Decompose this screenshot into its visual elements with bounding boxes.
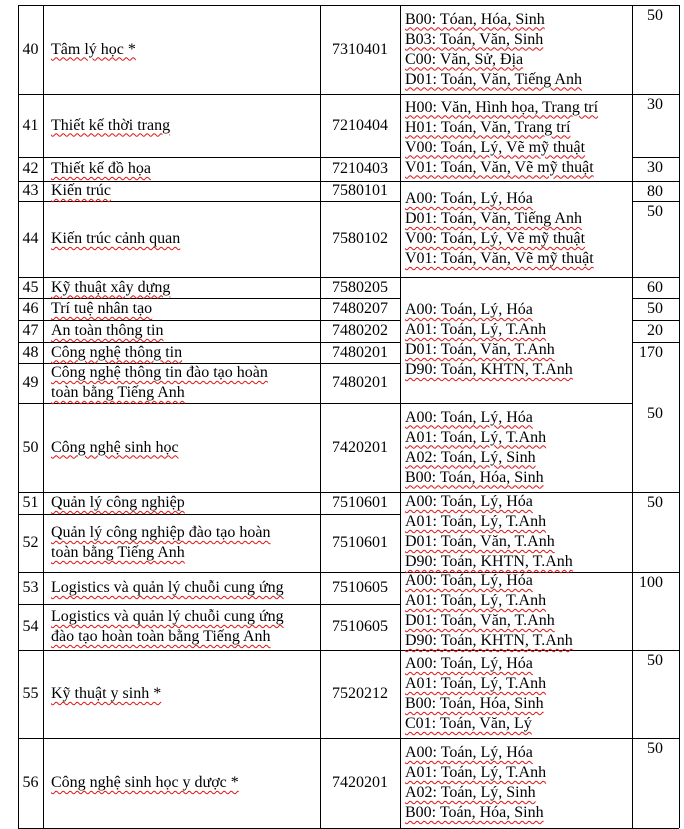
subject-combination	[405, 468, 544, 488]
subject-combination	[405, 98, 598, 118]
program-name	[51, 321, 163, 341]
subject-combination	[405, 743, 533, 763]
quota: 50	[647, 740, 663, 757]
program-name	[51, 543, 185, 563]
row-number: 44	[22, 230, 39, 247]
row-number: 45	[22, 278, 39, 296]
subject-combination-text: D01: Toán, Văn, T.Anh	[405, 341, 555, 358]
row-number: 56	[22, 774, 39, 791]
program-name	[51, 299, 152, 319]
program-code: 7580101	[332, 182, 388, 199]
subject-combination	[405, 320, 546, 340]
program-name-text: Quản lý công nghiệp	[51, 494, 185, 511]
h-rule	[18, 403, 400, 404]
program-code: 7510605	[332, 579, 388, 596]
h-rule	[400, 94, 632, 95]
subject-combination	[405, 360, 573, 380]
subject-combination	[405, 408, 533, 428]
program-name-text: Trí tuệ nhân tạo	[51, 300, 153, 317]
quota: 60	[647, 279, 663, 296]
subject-combination-text: A00: Toán, Lý, Hóa	[405, 655, 533, 672]
h-rule	[400, 738, 632, 739]
row-number: 41	[22, 116, 39, 134]
subject-combination	[405, 512, 546, 532]
program-name-text: Công nghệ sinh học	[51, 438, 179, 456]
program-name	[51, 627, 271, 647]
subject-combination	[405, 70, 582, 90]
subject-combination-text: V01: Toán, Văn, Vẽ mỹ thuật	[405, 158, 594, 176]
subject-combination	[405, 654, 533, 674]
h-rule	[18, 604, 400, 605]
program-name	[51, 383, 185, 403]
subject-combination	[405, 189, 533, 209]
subject-combination-text: A00: Toán, Lý, Hóa	[405, 493, 533, 510]
program-name	[51, 684, 161, 704]
subject-combination-text: C00: Văn, Sử, Địa	[405, 50, 524, 68]
subject-combination-text: A01: Toán, Lý, T.Anh	[405, 513, 547, 530]
row-number: 55	[22, 685, 39, 702]
quota: 50	[647, 494, 663, 511]
program-name-text: Logistics và quản lý chuỗi cung ứng	[51, 608, 284, 625]
subject-combination	[405, 783, 536, 803]
program-name-text: toàn bằng Tiếng Anh	[51, 384, 185, 401]
h-rule	[18, 738, 400, 739]
subject-combination-text: A00: Toán, Lý, Hóa	[405, 408, 533, 426]
quota: 50	[647, 405, 663, 422]
program-name-text: Thiết kế đồ họa	[51, 160, 151, 177]
subject-combination	[405, 532, 555, 552]
program-name-text: Thiết kế thời trang	[51, 116, 171, 134]
subject-combination-text: H01: Toán, Văn, Trang trí	[405, 118, 571, 136]
row-number: 47	[22, 322, 39, 339]
subject-combination-text: A00: Toán, Lý, Hóa	[405, 190, 533, 207]
program-name-text: Công nghệ sinh học y dược *	[51, 774, 239, 791]
row-number: 49	[22, 374, 39, 391]
program-name	[51, 181, 111, 201]
h-rule	[400, 5, 632, 6]
program-name	[51, 278, 170, 298]
subject-combination-text: D01: Toán, Văn, Tiếng Anh	[405, 210, 582, 227]
h-rule	[18, 514, 400, 515]
subject-combination	[405, 229, 585, 249]
program-name-text: Kỹ thuật y sinh *	[51, 685, 162, 702]
subject-combination-text: A02: Toán, Lý, Sinh	[405, 448, 536, 466]
subject-combination	[405, 10, 545, 30]
subject-combination	[405, 118, 570, 138]
program-code: 7580102	[332, 230, 388, 247]
quota: 20	[647, 322, 663, 339]
v-rule	[632, 5, 633, 828]
row-number: 54	[22, 618, 39, 635]
v-rule	[320, 5, 321, 828]
program-name-text: Công nghệ thông tin đào tạo hoàn	[51, 364, 268, 381]
subject-combination	[405, 249, 594, 269]
program-name	[51, 363, 268, 383]
program-code: 7210403	[332, 160, 388, 177]
subject-combination	[405, 571, 533, 591]
program-name	[51, 343, 182, 363]
program-name-text: Kỹ thuật xây dựng	[51, 278, 171, 296]
subject-combination-text: D90: Toán, KHTN, T.Anh	[405, 632, 573, 649]
program-name-text: Kiến trúc cảnh quan	[51, 230, 181, 247]
program-name-text: Tâm lý học *	[51, 40, 136, 58]
h-rule	[18, 650, 400, 651]
subject-combination-text: C01: Toán, Văn, Lý	[405, 715, 532, 732]
program-code: 7520212	[332, 685, 388, 702]
subject-combination	[405, 803, 544, 823]
subject-combination-text: B00: Toán, Hóa, Sinh	[405, 695, 544, 712]
subject-combination-text: B00: Toán, Hóa, Sinh	[405, 804, 544, 821]
program-code: 7210404	[332, 116, 388, 134]
program-name	[51, 493, 185, 513]
v-rule	[400, 5, 401, 828]
subject-combination	[405, 340, 555, 360]
subject-combination-text: V00: Toán, Lý, Vẽ mỹ thuật	[405, 138, 586, 156]
subject-combination	[405, 763, 546, 783]
program-code: 7420201	[332, 774, 388, 791]
program-code: 7420201	[332, 438, 388, 456]
h-rule	[400, 403, 632, 404]
subject-combination	[405, 694, 544, 714]
v-rule	[18, 5, 19, 828]
subject-combination	[405, 591, 546, 611]
subject-combination-text: D01: Toán, Văn, T.Anh	[405, 612, 555, 629]
row-number: 40	[22, 40, 39, 58]
h-rule	[18, 157, 400, 158]
subject-combination-text: D90: Toán, KHTN, T.Anh	[405, 553, 573, 570]
program-code: 7510601	[332, 534, 388, 551]
subject-combination-text: A00: Toán, Lý, Hóa	[405, 744, 533, 761]
row-number: 42	[22, 160, 39, 177]
subject-combination-text: D01: Toán, Văn, T.Anh	[405, 533, 555, 550]
h-rule	[18, 5, 400, 6]
quota: 50	[647, 300, 663, 317]
quota: 50	[647, 652, 663, 669]
subject-combination	[405, 448, 536, 468]
program-name	[51, 523, 271, 543]
h-rule	[18, 201, 400, 202]
subject-combination-text: A01: Toán, Lý, T.Anh	[405, 675, 547, 692]
program-name-text: Công nghệ thông tin	[51, 343, 183, 361]
quota: 30	[647, 96, 663, 113]
quota: 30	[647, 159, 663, 176]
program-name	[51, 116, 170, 136]
quota: 80	[647, 183, 663, 200]
program-code: 7480202	[332, 322, 388, 339]
program-name	[51, 607, 284, 627]
subject-combination	[405, 631, 573, 651]
program-code: 7510605	[332, 618, 388, 635]
quota: 50	[647, 7, 663, 24]
v-rule	[679, 5, 680, 828]
program-name	[51, 159, 151, 179]
row-number: 50	[22, 438, 39, 456]
row-number: 53	[22, 579, 39, 596]
subject-combination-text: B03: Toán, Văn, Sinh	[405, 30, 544, 48]
subject-combination	[405, 158, 594, 178]
program-code: 7510601	[332, 494, 388, 511]
subject-combination-text: A01: Toán, Lý, T.Anh	[405, 428, 547, 446]
subject-combination	[405, 714, 532, 734]
program-name-text: toàn bằng Tiếng Anh	[51, 544, 185, 561]
subject-combination	[405, 674, 546, 694]
subject-combination-text: B00: Tóan, Hóa, Sinh	[405, 10, 545, 28]
program-code: 7480201	[332, 343, 388, 361]
subject-combination-text: H00: Văn, Hình họa, Trang trí	[405, 98, 599, 116]
program-name-text: An toàn thông tin	[51, 322, 164, 339]
quota: 50	[647, 203, 663, 220]
program-name-text: Kiến trúc	[51, 182, 111, 199]
row-number: 51	[22, 494, 39, 511]
row-number: 43	[22, 182, 39, 199]
program-name	[51, 229, 180, 249]
program-code: 7310401	[332, 40, 388, 58]
program-name-text: Logistics và quản lý chuỗi cung ứng	[51, 579, 284, 596]
h-rule	[18, 94, 400, 95]
program-name	[51, 438, 179, 458]
program-name	[51, 773, 239, 793]
program-code: 7580205	[332, 278, 388, 296]
row-number: 52	[22, 534, 39, 551]
program-name	[51, 578, 284, 598]
subject-combination	[405, 492, 533, 512]
program-name	[51, 40, 136, 60]
quota: 100	[639, 574, 663, 591]
subject-combination	[405, 552, 573, 572]
v-rule	[43, 5, 44, 828]
subject-combination-text: A01: Toán, Lý, T.Anh	[405, 321, 547, 338]
quota: 170	[639, 344, 663, 361]
h-rule	[400, 181, 632, 182]
subject-combination-text: D90: Toán, KHTN, T.Anh	[405, 361, 573, 378]
subject-combination	[405, 428, 546, 448]
program-code: 7480201	[332, 374, 388, 391]
row-number: 48	[22, 343, 39, 361]
subject-combination-text: A01: Toán, Lý, T.Anh	[405, 592, 547, 609]
subject-combination-text: A00: Toán, Lý, Hóa	[405, 572, 533, 589]
subject-combination-text: A01: Toán, Lý, T.Anh	[405, 764, 547, 781]
subject-combination-text: V00: Toán, Lý, Vẽ mỹ thuật	[405, 230, 586, 247]
program-name-text: đào tạo hoàn toàn bằng Tiếng Anh	[51, 628, 271, 645]
subject-combination-text: B00: Toán, Hóa, Sinh	[405, 468, 544, 486]
program-code: 7480207	[332, 300, 388, 317]
h-rule	[400, 277, 632, 278]
subject-combination-text: V01: Toán, Văn, Vẽ mỹ thuật	[405, 250, 594, 267]
subject-combination-text: A00: Toán, Lý, Hóa	[405, 301, 533, 318]
h-rule	[18, 572, 400, 573]
row-number: 46	[22, 300, 39, 317]
subject-combination	[405, 611, 555, 631]
subject-combination	[405, 300, 533, 320]
subject-combination	[405, 30, 543, 50]
subject-combination-text: A02: Toán, Lý, Sinh	[405, 784, 536, 801]
subject-combination	[405, 50, 523, 70]
program-name-text: Quản lý công nghiệp đào tạo hoàn	[51, 524, 271, 541]
subject-combination	[405, 209, 582, 229]
subject-combination	[405, 138, 585, 158]
subject-combination-text: D01: Toán, Văn, Tiếng Anh	[405, 70, 582, 88]
